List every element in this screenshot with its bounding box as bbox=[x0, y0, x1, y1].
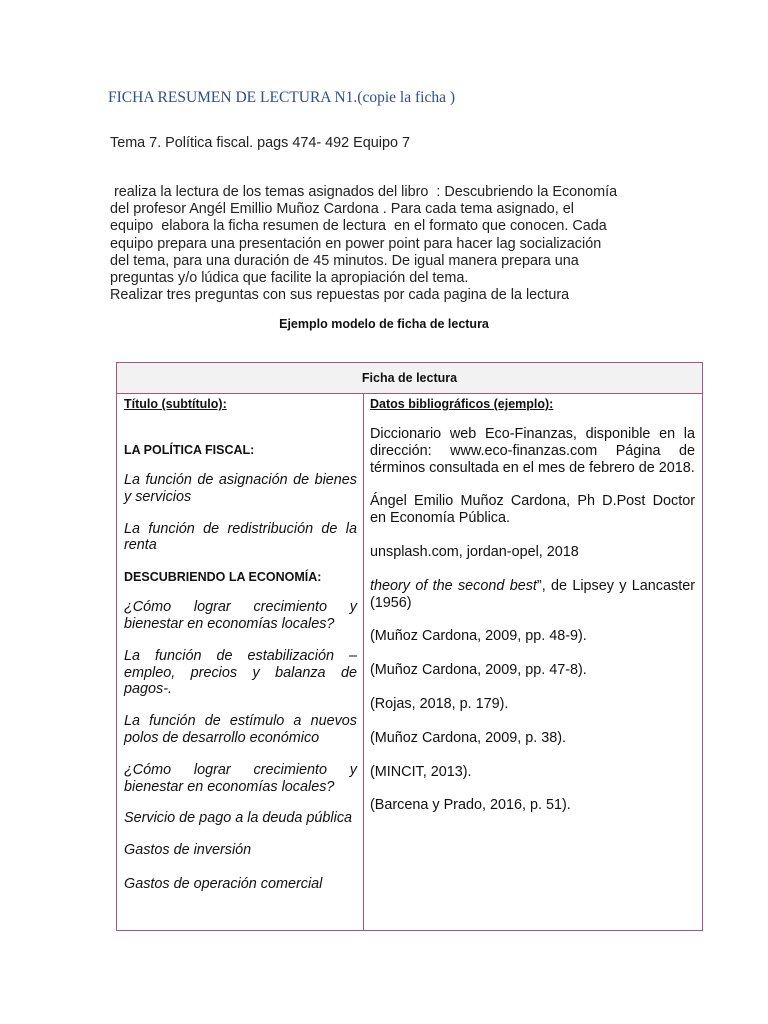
bibliography-column-heading: Datos bibliográficos (ejemplo): bbox=[370, 397, 554, 411]
intro-line: del profesor Angél Emillio Muñoz Cardona . Para cada tema asignado, el bbox=[110, 201, 574, 218]
list-item: (Muñoz Cardona, 2009, p. 38). bbox=[370, 729, 566, 746]
list-item: Gastos de inversión bbox=[124, 842, 252, 859]
intro-line: del tema, para una duración de 45 minutos. De igual manera prepara una bbox=[110, 252, 579, 269]
intro-line: realiza la lectura de los temas asignados del libro : Descubriendo la Economía bbox=[110, 184, 618, 200]
citation-italic-title: theory of the second best bbox=[370, 577, 537, 594]
bibliography-column bbox=[370, 394, 695, 814]
list-item: Servicio de pago a la deuda pública bbox=[124, 810, 353, 827]
intro-line: equipo prepara una presentación en power point para hacer lag socialización bbox=[110, 235, 602, 252]
citation-rest: ”, de Lipsey y Lancaster (1956) bbox=[370, 577, 695, 611]
example-heading: Ejemplo modelo de ficha de lectura bbox=[279, 317, 489, 331]
list-item: DESCUBRIENDO LA ECONOMÍA: bbox=[124, 570, 322, 585]
list-item: La función de estímulo a nuevos polos de desarrollo económico bbox=[124, 713, 357, 746]
list-item: (Barcena y Prado, 2016, p. 51). bbox=[370, 797, 571, 814]
list-item: ¿Cómo lograr crecimiento y bienestar en economías locales? bbox=[124, 599, 357, 632]
list-item: unsplash.com, jordan-opel, 2018 bbox=[370, 543, 579, 560]
title-list bbox=[124, 442, 357, 893]
list-item: Diccionario web Eco-Finanzas, disponible en la dirección: www.eco-finanzas.com Página de términos consultada en el mes de febrero de 2018. bbox=[370, 426, 695, 476]
list-item: Gastos de operación comercial bbox=[124, 875, 323, 892]
title-column bbox=[124, 394, 357, 893]
list-item bbox=[370, 578, 695, 612]
list-item: La función de redistribución de la renta bbox=[124, 520, 357, 554]
list-item: La función de asignación de bienes y servicios bbox=[124, 472, 357, 505]
intro-line: preguntas y/o lúdica que facilite la apropiación del tema. bbox=[110, 270, 469, 287]
list-item: (Muñoz Cardona, 2009, pp. 48-9). bbox=[370, 628, 587, 645]
intro-paragraph bbox=[110, 184, 670, 304]
title-column-heading: Título (subtítulo): bbox=[124, 397, 227, 411]
intro-line: Realizar tres preguntas con sus repuestas por cada pagina de la lectura bbox=[110, 287, 570, 304]
list-item: (Rojas, 2018, p. 179). bbox=[370, 695, 509, 712]
intro-line: equipo elabora la ficha resumen de lectura en el formato que conocen. Cada bbox=[110, 218, 607, 235]
column-divider bbox=[363, 394, 364, 930]
list-item: LA POLÍTICA FISCAL: bbox=[124, 443, 255, 457]
document-title: FICHA RESUMEN DE LECTURA N1.(copie la ficha ) bbox=[108, 89, 455, 106]
list-item: La función de estabilización – empleo, precios y balanza de pagos-. bbox=[124, 647, 357, 698]
card-header: Ficha de lectura bbox=[117, 363, 702, 394]
tema-line: Tema 7. Política fiscal. pags 474- 492 Equipo 7 bbox=[110, 135, 410, 151]
list-item: Ángel Emilio Muñoz Cardona, Ph D.Post Doctor en Economía Pública. bbox=[370, 493, 695, 527]
reading-card-table bbox=[116, 362, 703, 931]
list-item: (MINCIT, 2013). bbox=[370, 763, 472, 780]
list-item: (Muñoz Cardona, 2009, pp. 47-8). bbox=[370, 662, 587, 679]
list-item: ¿Cómo lograr crecimiento y bienestar en economías locales? bbox=[124, 761, 357, 795]
bibliography-list bbox=[370, 426, 695, 814]
